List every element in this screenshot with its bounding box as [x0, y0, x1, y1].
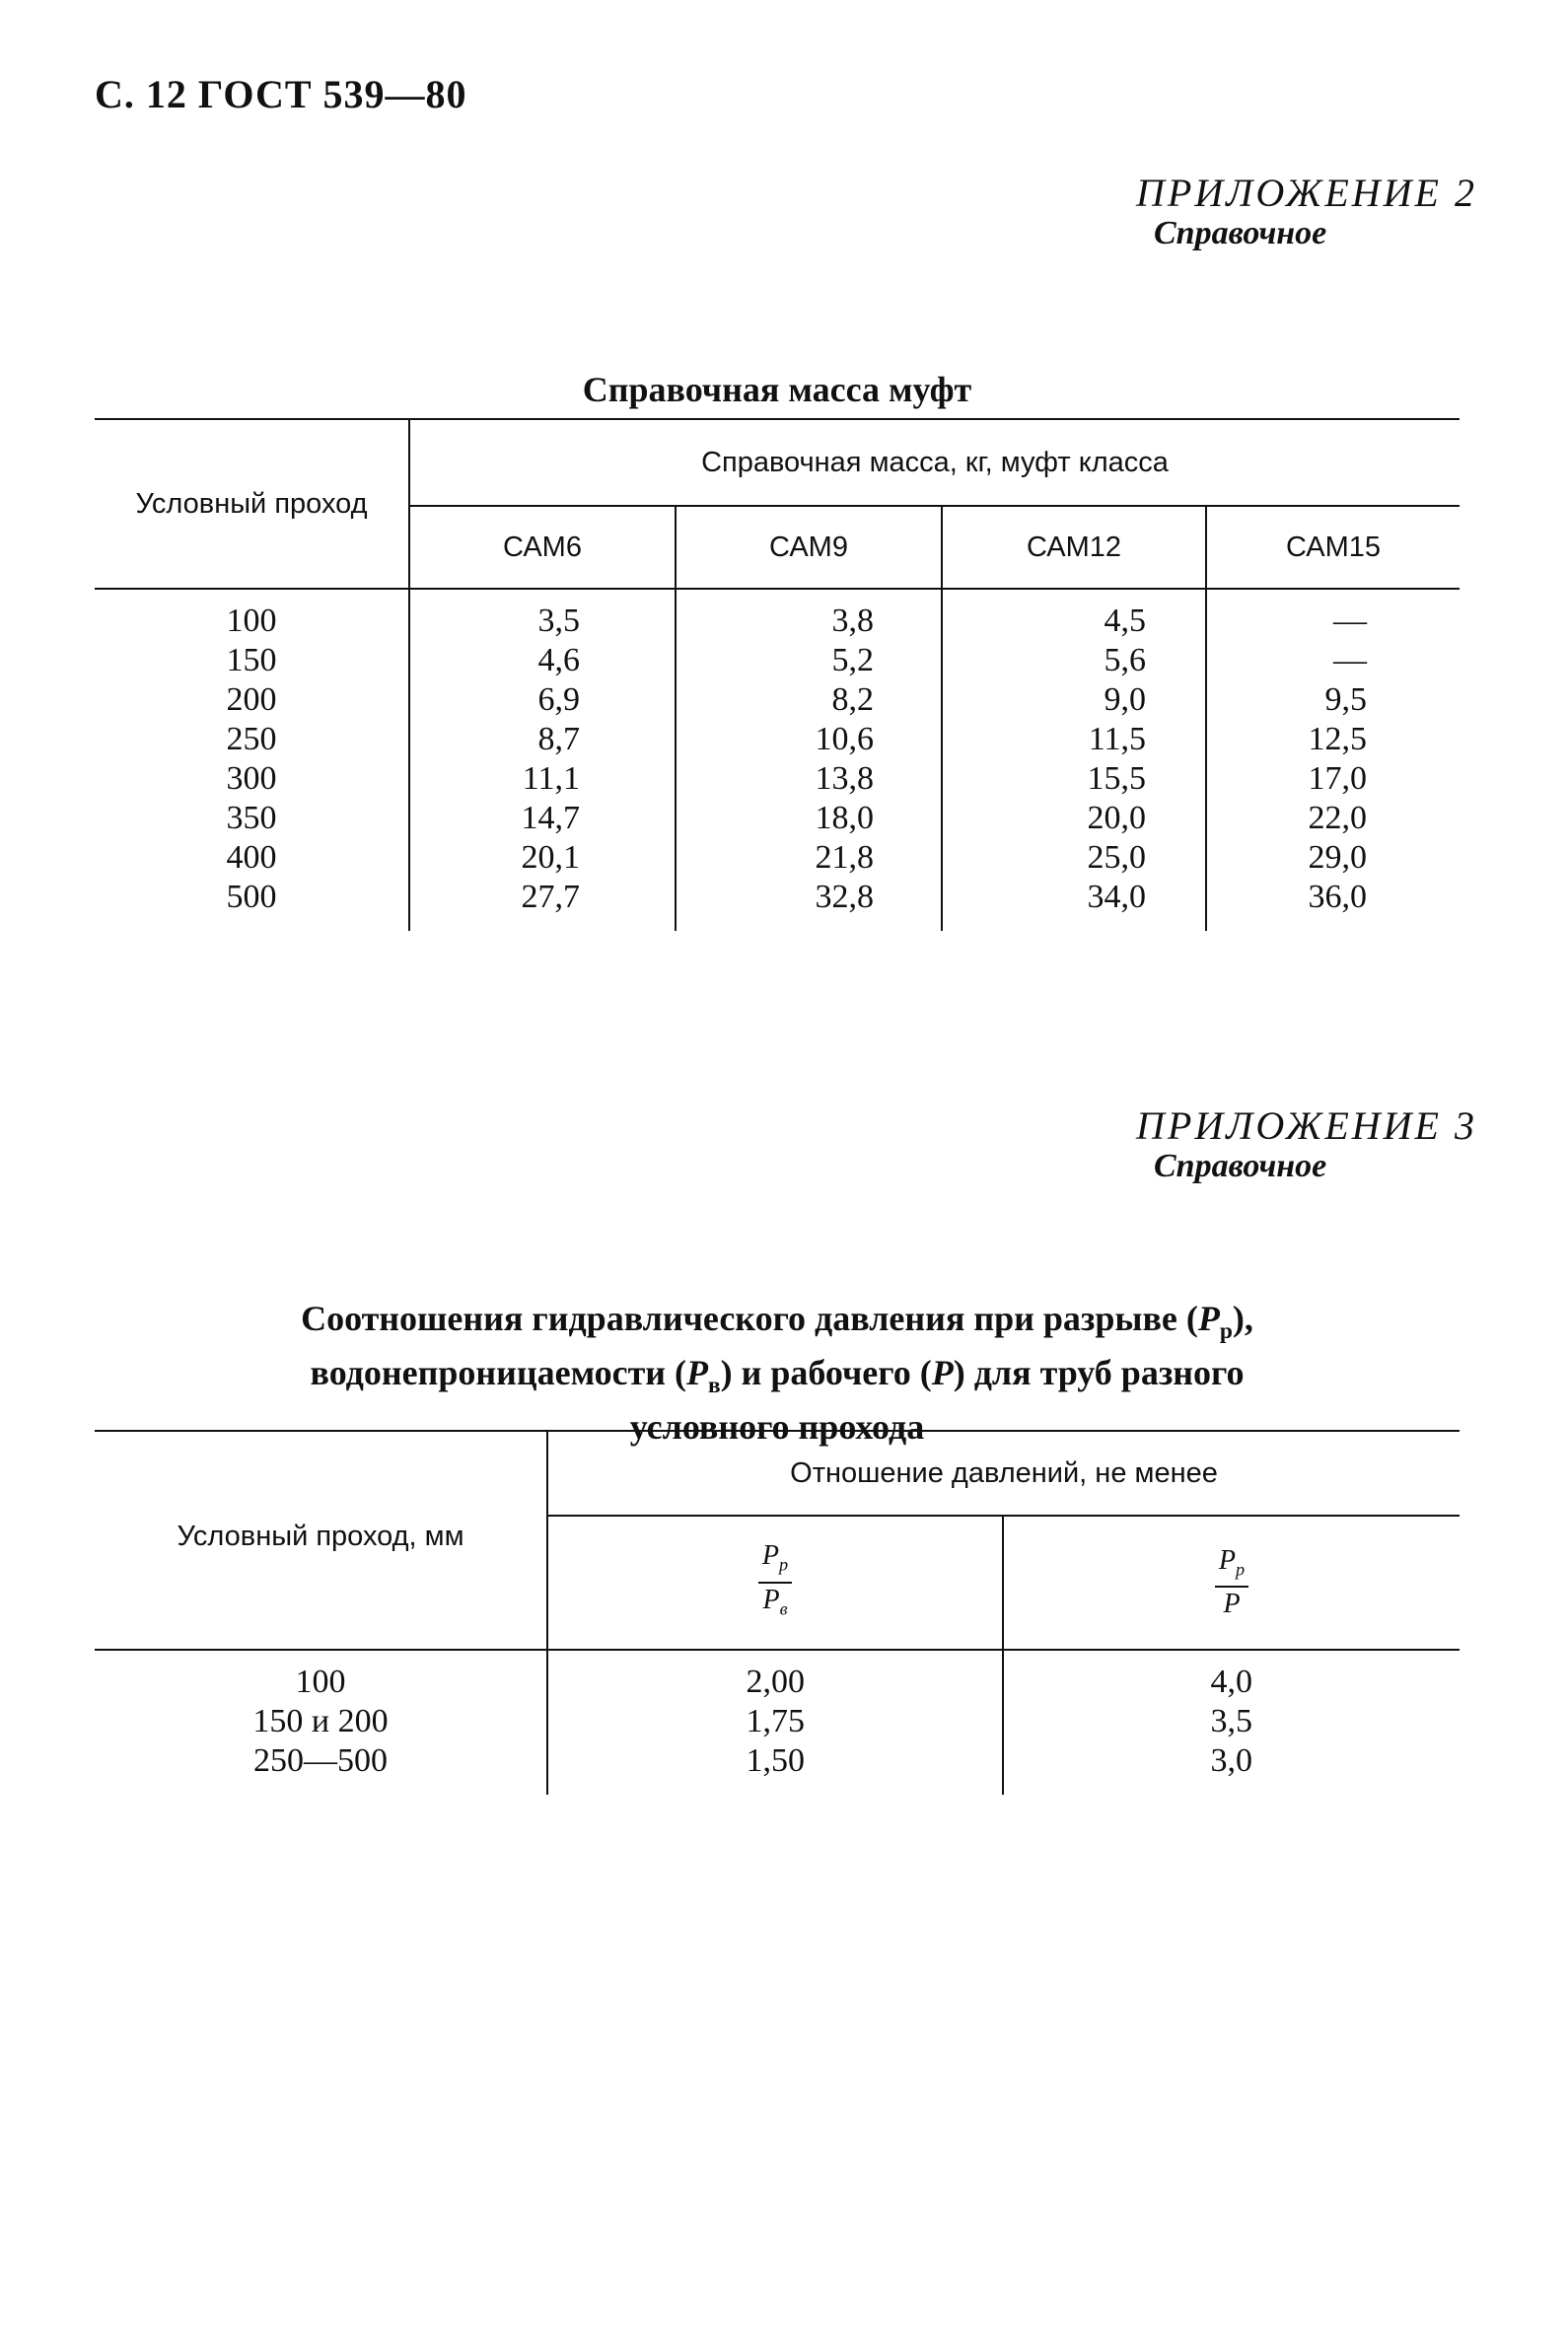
cell-value: 9,5	[1206, 680, 1460, 720]
cell-nominal-bore: 200	[226, 681, 277, 718]
cell-value: 12,5	[1206, 720, 1460, 759]
coupling-mass-table	[95, 418, 1460, 931]
cell-value: 2,00	[547, 1650, 1003, 1702]
cell-value: 25,0	[942, 838, 1206, 878]
cell-value: 4,0	[1003, 1650, 1460, 1702]
table-row	[95, 838, 1460, 878]
table-2-caption	[95, 1298, 1460, 1448]
cell-nominal-bore: 150	[226, 642, 277, 678]
cell-nominal-bore: 100	[295, 1664, 346, 1700]
cell-value: 36,0	[1206, 878, 1460, 931]
col-header-class: САМ6	[409, 506, 676, 589]
table-row	[95, 1702, 1460, 1741]
cell-value: 3,8	[676, 589, 942, 641]
cell-value: 32,8	[676, 878, 942, 931]
cell-value: 21,8	[676, 838, 942, 878]
col-header-ratio-rupture-working	[1003, 1516, 1460, 1650]
appendix-2-title: ПРИЛОЖЕНИЕ 2	[1136, 171, 1477, 215]
cell-value: 4,5	[942, 589, 1206, 641]
cell-value: 27,7	[409, 878, 676, 931]
cell-value: —	[1206, 589, 1460, 641]
cell-value: 3,0	[1003, 1741, 1460, 1795]
cell-value: 22,0	[1206, 799, 1460, 838]
cell-nominal-bore: 300	[226, 760, 277, 797]
col-header-class: САМ12	[942, 506, 1206, 589]
cell-value: 3,5	[1003, 1702, 1460, 1741]
cell-value: 29,0	[1206, 838, 1460, 878]
caption-line: условного прохода	[629, 1407, 925, 1448]
cell-value: 1,75	[547, 1702, 1003, 1741]
cell-nominal-bore: 250—500	[253, 1742, 388, 1779]
cell-value: 20,0	[942, 799, 1206, 838]
col-header-nominal-bore: Условный проход	[95, 419, 409, 589]
appendix-2-subtitle: Справочное	[1154, 215, 1327, 251]
cell-nominal-bore: 100	[226, 602, 277, 639]
cell-value: 20,1	[409, 838, 676, 878]
col-header-mass-group: Справочная масса, кг, муфт класса	[409, 419, 1460, 506]
pressure-ratio-table	[95, 1430, 1460, 1795]
cell-value: 34,0	[942, 878, 1206, 931]
cell-value: 6,9	[409, 680, 676, 720]
cell-value: 8,7	[409, 720, 676, 759]
cell-value: 1,50	[547, 1741, 1003, 1795]
cell-nominal-bore: 350	[226, 800, 277, 836]
cell-value: 10,6	[676, 720, 942, 759]
cell-value: 9,0	[942, 680, 1206, 720]
cell-value: 3,5	[409, 589, 676, 641]
cell-value: 11,1	[409, 759, 676, 799]
cell-value: 17,0	[1206, 759, 1460, 799]
table-row	[95, 799, 1460, 838]
cell-value: 11,5	[942, 720, 1206, 759]
cell-value: 8,2	[676, 680, 942, 720]
table-row	[95, 1741, 1460, 1795]
fraction-pr-pv: $\frac{P_р}{P_в}$	[758, 1539, 792, 1625]
table-row	[95, 1650, 1460, 1702]
cell-value: 5,6	[942, 641, 1206, 680]
table-1-caption: Справочная масса муфт	[582, 370, 972, 409]
col-header-class: САМ15	[1206, 506, 1460, 589]
caption-line: Соотношения гидравлического давления при разрыве $(P_р)$,	[301, 1299, 1253, 1345]
appendix-3-subtitle: Справочное	[1154, 1148, 1327, 1184]
col-header-nominal-bore-mm: Условный проход, мм	[95, 1431, 547, 1650]
cell-nominal-bore: 150 и 200	[252, 1703, 389, 1739]
cell-value: —	[1206, 641, 1460, 680]
cell-value: 18,0	[676, 799, 942, 838]
table-row	[95, 589, 1460, 641]
cell-value: 4,6	[409, 641, 676, 680]
fraction-pr-p: $\frac{P_р}{P}$	[1215, 1544, 1248, 1622]
col-header-class: САМ9	[676, 506, 942, 589]
table-row	[95, 680, 1460, 720]
table-row	[95, 720, 1460, 759]
cell-value: 13,8	[676, 759, 942, 799]
cell-nominal-bore: 500	[226, 879, 277, 915]
appendix-3-title: ПРИЛОЖЕНИЕ 3	[1136, 1103, 1477, 1148]
table-row	[95, 878, 1460, 931]
caption-line: водонепроницаемости $(P_в)$ и рабочего (P) для труб разного	[310, 1353, 1245, 1399]
cell-value: 15,5	[942, 759, 1206, 799]
table-row	[95, 641, 1460, 680]
cell-nominal-bore: 400	[226, 839, 277, 876]
cell-value: 5,2	[676, 641, 942, 680]
page-header: С. 12 ГОСТ 539—80	[95, 72, 467, 116]
cell-nominal-bore: 250	[226, 721, 277, 757]
col-header-ratio-group: Отношение давлений, не менее	[547, 1431, 1460, 1516]
table-row	[95, 759, 1460, 799]
cell-value: 14,7	[409, 799, 676, 838]
col-header-ratio-rupture-waterproof	[547, 1516, 1003, 1650]
